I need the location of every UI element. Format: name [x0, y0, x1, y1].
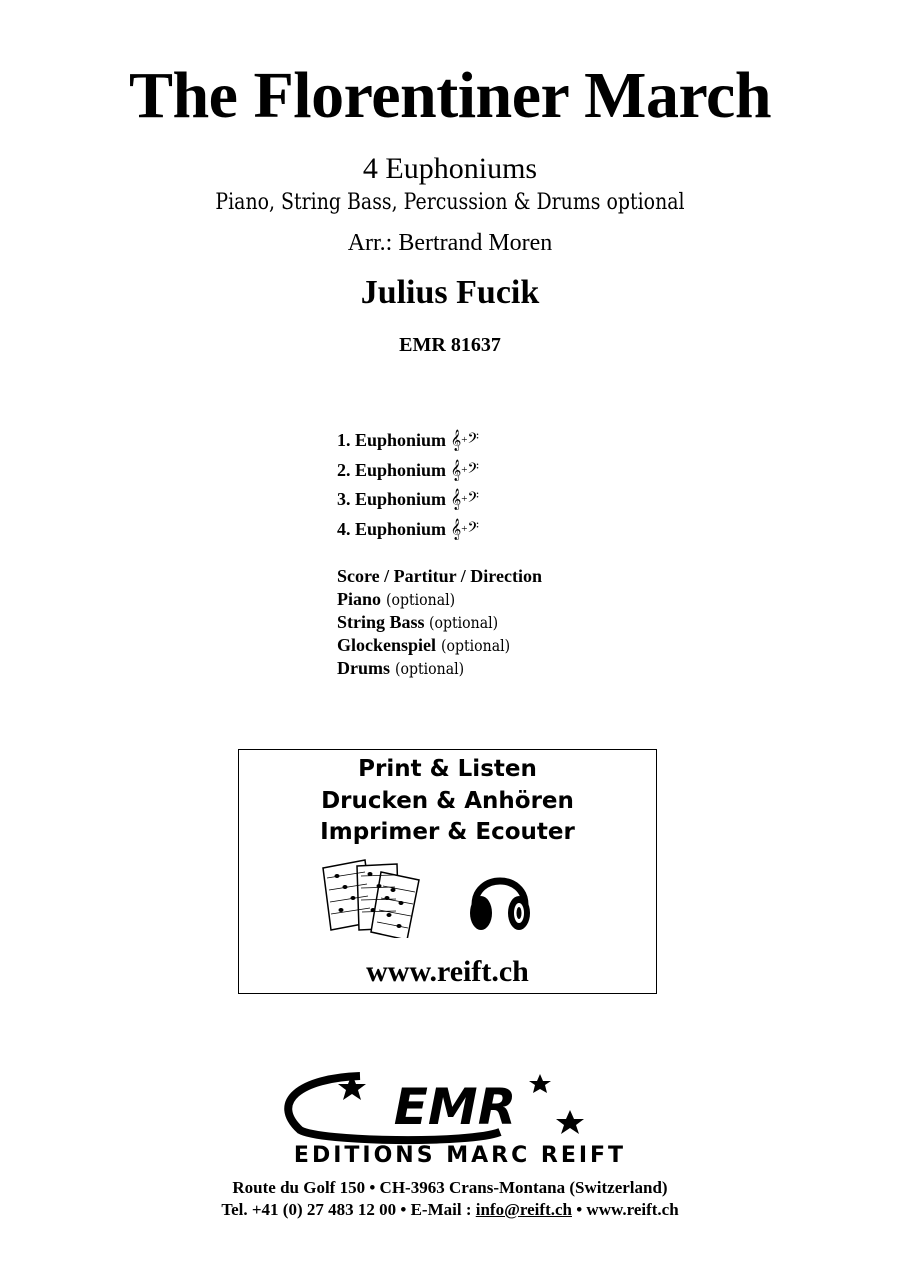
extra-item: [337, 658, 542, 681]
bass-clef-icon: 𝄢: [467, 459, 479, 481]
publisher-address: Route du Golf 150 • CH-3963 Crans-Montana (Switzerland): [232, 1178, 668, 1197]
bass-clef-icon: 𝄢: [467, 489, 479, 510]
arranger-credit: Arr.: Bertrand Moren: [347, 230, 553, 256]
extra-item: [337, 612, 542, 635]
promo-line-french: Imprimer & Ecouter: [320, 819, 575, 845]
print-listen-box: [238, 749, 657, 994]
part-label: 2. Euphonium: [337, 459, 447, 480]
parts-list: [337, 430, 479, 548]
plus-sign: +: [461, 463, 468, 476]
treble-clef-icon: 𝄞: [450, 459, 462, 481]
website-url[interactable]: www.reift.ch: [366, 955, 529, 988]
treble-clef-icon: 𝄞: [450, 518, 462, 540]
treble-clef-icon: 𝄞: [450, 430, 462, 451]
part-label: 4. Euphonium: [337, 518, 447, 539]
extra-parts-list: [337, 566, 542, 681]
logo-wordmark: EMR: [393, 1078, 517, 1136]
publisher-contact: [0, 1200, 900, 1220]
extra-label: Glockenspiel: [337, 635, 437, 655]
plus-sign: +: [461, 434, 468, 446]
treble-clef-icon: 𝄞: [450, 489, 462, 510]
bass-clef-icon: 𝄢: [467, 430, 479, 451]
telephone-text: Tel. +41 (0) 27 483 12 00 • E-Mail :: [221, 1200, 476, 1219]
extra-label: Piano: [337, 589, 382, 609]
promo-line-german: Drucken & Anhören: [321, 788, 574, 814]
extra-label: Drums: [337, 658, 390, 678]
plus-sign: +: [461, 493, 468, 505]
part-label: 1. Euphonium: [337, 430, 447, 450]
optional-note: (optional): [440, 636, 510, 655]
optional-note: (optional): [429, 613, 499, 632]
optional-note: (optional): [385, 590, 455, 609]
plus-sign: +: [461, 522, 468, 535]
part-item: [337, 460, 479, 490]
extra-item: [337, 635, 542, 658]
extra-item: [337, 566, 542, 589]
emr-logo: [240, 1072, 680, 1177]
publisher-name: EDITIONS MARC REIFT: [293, 1143, 627, 1168]
headphones-icon: [465, 863, 535, 943]
optional-note: (optional): [394, 659, 464, 678]
extra-item: [337, 589, 542, 612]
email-link[interactable]: info@reift.ch: [475, 1200, 572, 1219]
extra-label: Score / Partitur / Direction: [337, 566, 542, 586]
sheet-music-icon: [315, 858, 425, 943]
part-item: [337, 430, 479, 460]
part-item: [337, 519, 479, 549]
part-item: [337, 489, 479, 519]
bass-clef-icon: 𝄢: [467, 518, 479, 540]
composer-name: Julius Fucik: [360, 274, 540, 311]
instrumentation-note: Piano, String Bass, Percussion & Drums optional: [215, 190, 685, 215]
page-title: The Florentiner March: [128, 59, 772, 132]
website-text[interactable]: • www.reift.ch: [571, 1200, 679, 1219]
extra-label: String Bass: [337, 612, 425, 632]
ensemble-subtitle: 4 Euphoniums: [362, 152, 538, 185]
catalog-number: EMR 81637: [399, 334, 501, 356]
part-label: 3. Euphonium: [337, 489, 447, 509]
promo-line-english: Print & Listen: [358, 756, 537, 782]
